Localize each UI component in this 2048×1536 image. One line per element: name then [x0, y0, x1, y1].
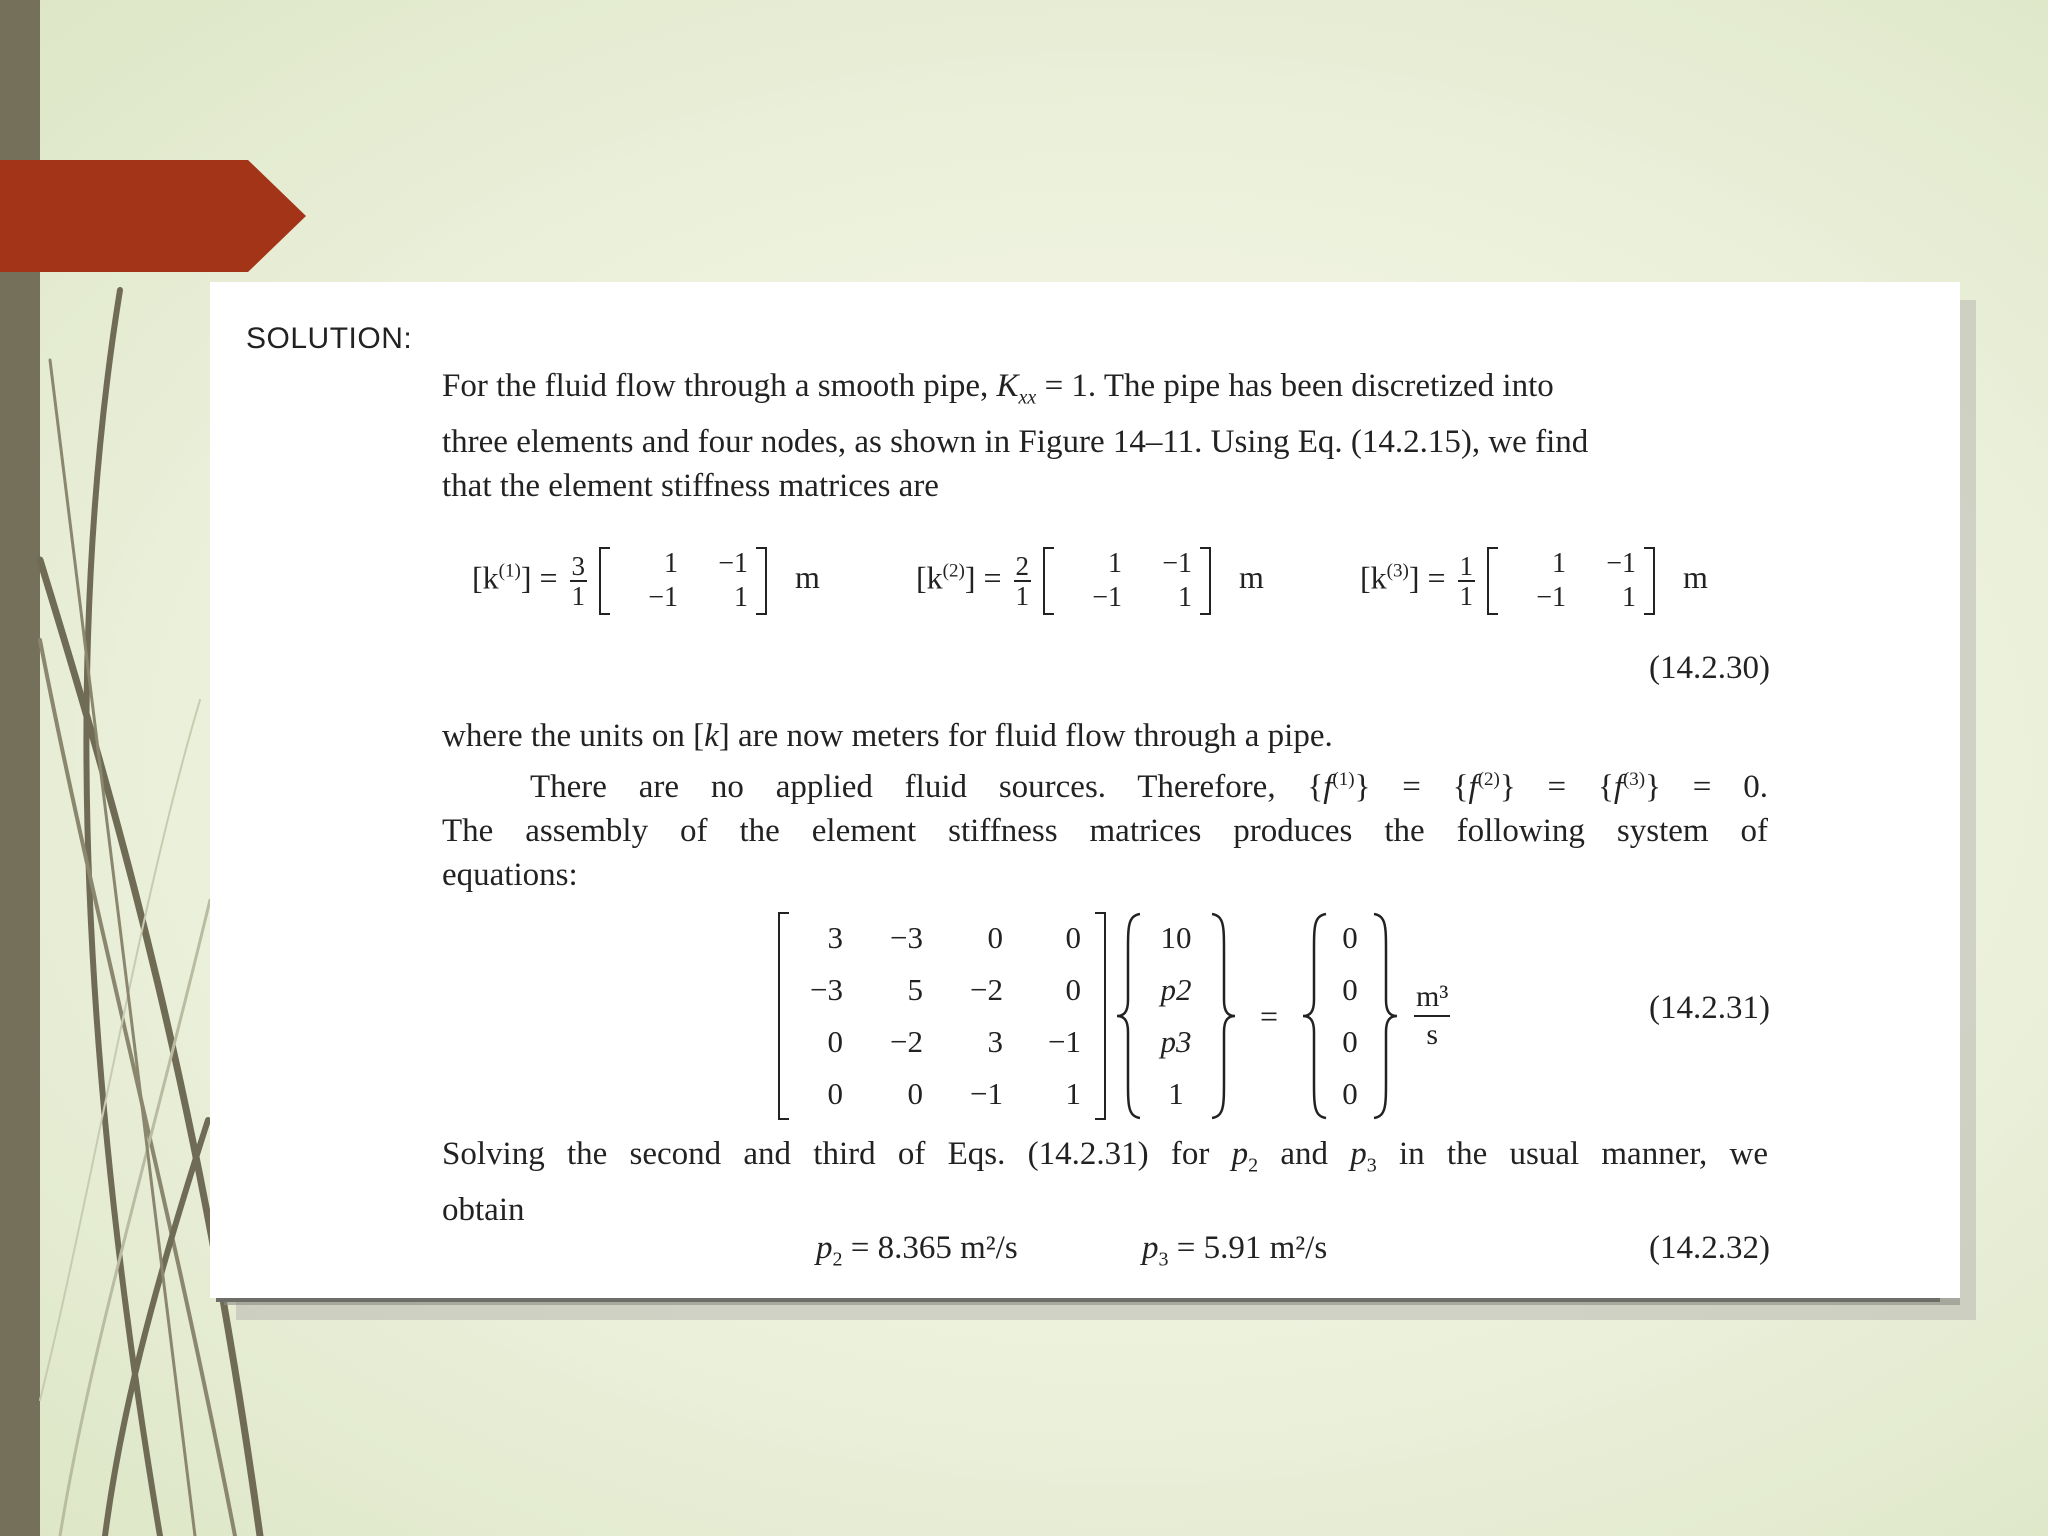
units-line-4: equations: — [442, 857, 578, 893]
intro-line-2: three elements and four nodes, as shown in Figure 14–11. Using Eq. (14.2.15), we find — [442, 423, 1589, 460]
units-line-3: The assembly of the element stiffness matrices produces the following system of — [442, 813, 1768, 849]
solution-image-card — [210, 282, 1960, 1298]
result-p2: $p_2 = 8.365$ m²/s — [816, 1230, 1018, 1271]
rhs-vector: 0 0 0 0 — [1300, 912, 1400, 1120]
fraction: $\frac{1}{1}$ — [1459, 551, 1474, 611]
units-line-1: where the units on [k] are now meters for fluid flow through a pipe. — [442, 718, 1333, 754]
stiffness-eq-3: $[k^{(3)}]$ = $\frac{1}{1}$ 1 −1 −1 1 m — [1360, 548, 1708, 613]
units-line-2: There are no applied fluid sources. Therefore, $\{f^{(1)}\} = \{f^{(2)}\} = \{f^{(3)}\} = 0$. — [530, 769, 1768, 805]
unknown-vector: 10 p2 p3 1 — [1114, 912, 1238, 1120]
solving-paragraph — [442, 1132, 1768, 1232]
global-stiffness-matrix: 3 −3 0 0 −3 5 −2 0 0 −2 3 −1 0 0 −1 1 — [778, 912, 1106, 1120]
solving-line-1: Solving the second and third of Eqs. (14.2.31) for $p_2$ and $p_3$ in the usual manner, we — [442, 1136, 1768, 1177]
equation-number-32: (14.2.32) — [1649, 1230, 1770, 1266]
solution-heading: SOLUTION: — [246, 322, 413, 355]
fraction: $\frac{3}{1}$ — [571, 551, 586, 611]
fraction: $\frac{2}{1}$ — [1015, 551, 1030, 611]
title-ribbon — [0, 160, 310, 272]
stiffness-eq-2: $[k^{(2)}]$ = $\frac{2}{1}$ 1 −1 −1 1 m — [916, 548, 1264, 613]
intro-paragraph — [442, 364, 1768, 508]
flow-unit-fraction: $\frac{\text{m³}}{s}$ — [1416, 980, 1449, 1051]
equation-number-31: (14.2.31) — [1649, 990, 1770, 1026]
curve-5 — [60, 900, 210, 1536]
equation-number-30: (14.2.30) — [1649, 650, 1770, 686]
element-matrix-3: 1 −1 −1 1 — [1487, 547, 1655, 615]
units-paragraph — [442, 714, 1768, 897]
stiffness-eq-1: $[k^{(1)}]$ = $\frac{3}{1}$ 1 −1 −1 1 m — [472, 548, 820, 613]
curve-7 — [50, 360, 195, 1536]
intro-line-3: that the element stiffness matrices are — [442, 467, 939, 504]
solving-line-2: obtain — [442, 1191, 525, 1228]
result-p3: $p_3 = 5.91$ m²/s — [1142, 1230, 1328, 1271]
intro-line-1: For the fluid flow through a smooth pipe, $K_{xx} = 1$. The pipe has been discretized into — [442, 368, 1554, 409]
system-equation: 3 −3 0 0 −3 5 −2 0 0 −2 3 −1 0 0 −1 1 10 p2 p3 1 = 0 0 0 0 $\frac{\text{m³}}{s}$ — [778, 912, 1454, 1120]
element-matrix-1: 1 −1 −1 1 — [599, 547, 767, 615]
element-matrix-2: 1 −1 −1 1 — [1043, 547, 1211, 615]
